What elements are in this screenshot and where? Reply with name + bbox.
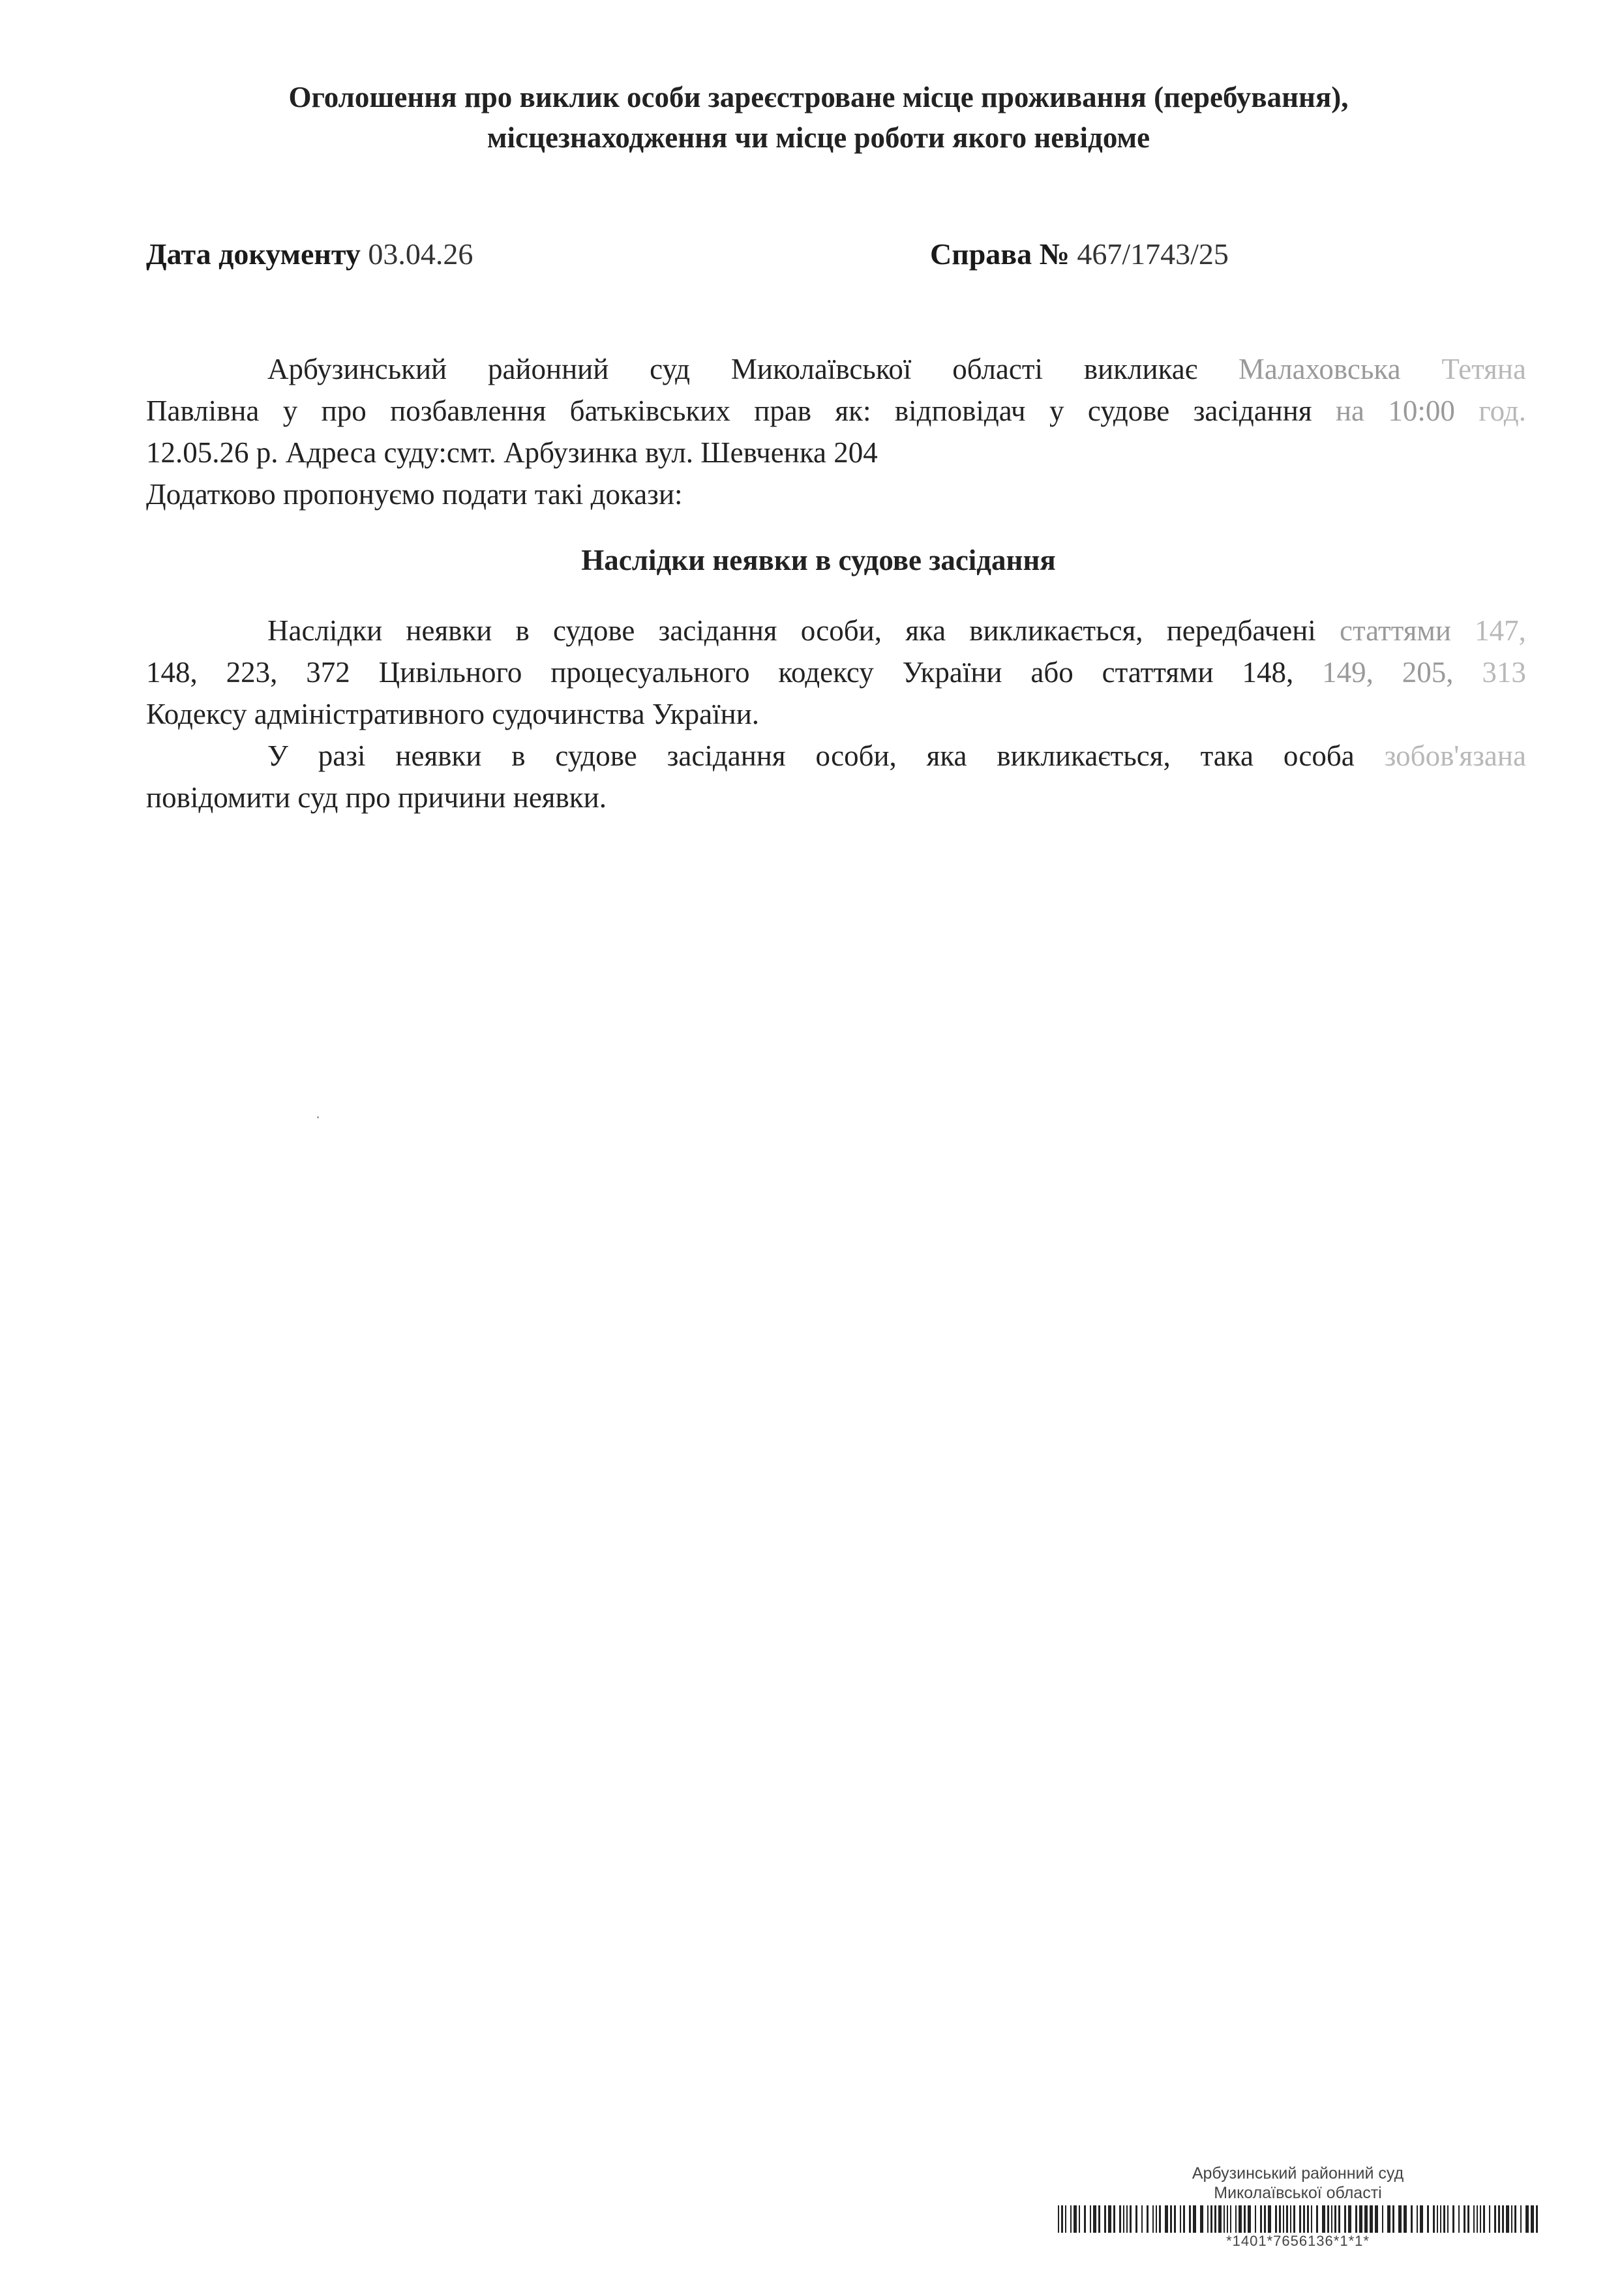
document-title <box>130 77 1507 158</box>
evidence-request: Додатково пропонуємо подати такі докази: <box>146 478 683 511</box>
barcode-bar <box>1531 2205 1534 2233</box>
barcode-bar <box>1290 2205 1291 2233</box>
barcode-bar <box>1364 2205 1368 2233</box>
word: 149, <box>1322 656 1374 689</box>
barcode-bar <box>1090 2205 1091 2233</box>
barcode-bar <box>1165 2205 1168 2233</box>
word: Миколаївської <box>730 353 912 385</box>
barcode-bar <box>1104 2205 1106 2233</box>
word: особи, <box>800 614 882 647</box>
word: засідання <box>1193 395 1312 427</box>
word: яка <box>926 739 967 772</box>
word: неявки <box>395 739 482 772</box>
barcode-bar <box>1299 2205 1301 2233</box>
word: особи, <box>815 739 897 772</box>
barcode-bar <box>1159 2205 1161 2233</box>
barcode-bar <box>1494 2205 1496 2233</box>
title-line-2: місцезнаходження чи місце роботи якого невідоме <box>487 121 1150 154</box>
barcode-bar <box>1141 2205 1143 2233</box>
barcode-bar <box>1452 2205 1454 2233</box>
barcode-bar <box>1334 2205 1336 2233</box>
barcode-bar <box>1093 2205 1096 2233</box>
barcode-bar <box>1286 2205 1288 2233</box>
document-date <box>146 235 473 274</box>
word: прав <box>754 395 812 427</box>
barcode-bar <box>1420 2205 1423 2233</box>
barcode-bar <box>1536 2205 1538 2233</box>
word: Арбузинський <box>267 353 447 385</box>
summons-line-1 <box>146 348 1526 390</box>
word: Цивільного <box>378 656 522 689</box>
barcode-bar <box>1375 2205 1378 2233</box>
word: передбачені <box>1166 614 1316 647</box>
word: у <box>282 395 298 427</box>
barcode-bar <box>1130 2205 1132 2233</box>
consequences-paragraphs <box>146 610 1526 818</box>
barcode-bar <box>1293 2205 1295 2233</box>
word: у <box>1049 395 1064 427</box>
word: суд <box>650 353 691 385</box>
word: така <box>1200 739 1254 772</box>
date-value: 03.04.26 <box>368 237 473 271</box>
barcode-bar <box>1061 2205 1063 2233</box>
word: в <box>511 739 526 772</box>
barcode-bar <box>1210 2205 1212 2233</box>
barcode-bar <box>1359 2205 1362 2233</box>
stamp-court-name: Арбузинський районний суд <box>1192 2164 1404 2183</box>
word: засідання <box>667 739 786 772</box>
barcode-bar <box>1404 2205 1407 2233</box>
barcode-bar <box>1275 2205 1277 2233</box>
word: Малаховська <box>1238 353 1401 385</box>
barcode-bar <box>1108 2205 1111 2233</box>
barcode-bar <box>1279 2205 1281 2233</box>
barcode-bar <box>1382 2205 1383 2233</box>
case-number <box>930 235 1229 274</box>
barcode-bar <box>1443 2205 1445 2233</box>
word: 148, <box>146 656 198 689</box>
barcode-bar <box>1464 2205 1465 2233</box>
barcode-bar <box>1355 2205 1357 2233</box>
word: год. <box>1479 395 1526 427</box>
barcode-bar <box>1525 2205 1529 2233</box>
barcode-bar <box>1411 2205 1413 2233</box>
barcode-bar <box>1235 2205 1237 2233</box>
word: викликається, <box>997 739 1171 772</box>
word: 372 <box>306 656 350 689</box>
barcode-bar <box>1074 2205 1077 2233</box>
barcode-bar <box>1260 2205 1262 2233</box>
word: яка <box>905 614 946 647</box>
summons-line-2 <box>146 390 1526 432</box>
barcode-bar <box>1214 2205 1216 2233</box>
barcode-bar <box>1193 2205 1196 2233</box>
consequences-p2-line-2: повідомити суд про причини неявки. <box>146 781 607 814</box>
word: 148, <box>1242 656 1294 689</box>
barcode-bar <box>1183 2205 1185 2233</box>
barcode-bar <box>1283 2205 1284 2233</box>
barcode-bar <box>1218 2205 1222 2233</box>
word: Тетяна <box>1441 353 1526 385</box>
summons-line-3: 12.05.26 р. Адреса суду:смт. Арбузинка вул. Шевченка 204 <box>146 436 878 469</box>
barcode-bar <box>1387 2205 1390 2233</box>
word: статтями <box>1102 656 1214 689</box>
word: позбавлення <box>390 395 547 427</box>
word: або <box>1030 656 1074 689</box>
barcode-bar <box>1477 2205 1478 2233</box>
barcode-bar <box>1331 2205 1332 2233</box>
word: засідання <box>658 614 777 647</box>
barcode-bar <box>1467 2205 1469 2233</box>
barcode-bar <box>1473 2205 1475 2233</box>
barcode-bar <box>1084 2205 1086 2233</box>
court-stamp <box>1057 2164 1539 2250</box>
scan-speck <box>317 1116 319 1118</box>
consequences-p1-line-3: Кодексу адміністративного судочинства України. <box>146 698 760 730</box>
barcode-bar <box>1123 2205 1124 2233</box>
case-label: Справа № <box>930 237 1070 271</box>
barcode-bar <box>1230 2205 1231 2233</box>
word: районний <box>487 353 609 385</box>
word: неявки <box>406 614 492 647</box>
barcode-bar <box>1316 2205 1318 2233</box>
barcode-bar <box>1427 2205 1429 2233</box>
barcode-bar <box>1392 2205 1394 2233</box>
barcode-icon <box>1057 2205 1539 2233</box>
barcode-bar <box>1113 2205 1115 2233</box>
barcode-bar <box>1311 2205 1312 2233</box>
word: статтями <box>1339 614 1451 647</box>
word: У <box>267 739 288 772</box>
summons-paragraph <box>146 348 1526 515</box>
barcode-bar <box>1244 2205 1246 2233</box>
case-value: 467/1743/25 <box>1077 237 1229 271</box>
consequences-p1-line-1 <box>146 610 1526 651</box>
barcode-bar <box>1224 2205 1225 2233</box>
barcode-bar <box>1135 2205 1137 2233</box>
barcode-bar <box>1440 2205 1441 2233</box>
barcode-bar <box>1303 2205 1305 2233</box>
word: 10:00 <box>1388 395 1455 427</box>
word: 205, <box>1402 656 1454 689</box>
barcode-bar <box>1126 2205 1128 2233</box>
consequences-p2-line-1 <box>146 735 1526 777</box>
barcode-bar <box>1200 2205 1203 2233</box>
barcode-bar <box>1248 2205 1251 2233</box>
barcode-bar <box>1322 2205 1325 2233</box>
barcode-bar <box>1370 2205 1373 2233</box>
word: кодексу <box>778 656 874 689</box>
barcode-bar <box>1514 2205 1516 2233</box>
barcode-bar <box>1398 2205 1402 2233</box>
barcode-bar <box>1189 2205 1191 2233</box>
word: відповідач <box>894 395 1026 427</box>
barcode-bar <box>1480 2205 1481 2233</box>
barcode-bar <box>1447 2205 1449 2233</box>
word: викликає <box>1083 353 1198 385</box>
word: особа <box>1283 739 1355 772</box>
barcode-bar <box>1483 2205 1485 2233</box>
barcode-bar <box>1070 2205 1072 2233</box>
date-label: Дата документу <box>146 237 361 271</box>
word: України <box>902 656 1002 689</box>
word: в <box>515 614 530 647</box>
barcode-bar <box>1079 2205 1080 2233</box>
word: Павлівна <box>146 395 260 427</box>
barcode-bar <box>1458 2205 1460 2233</box>
barcode-number: *1401*7656136*1*1* <box>1226 2233 1370 2249</box>
barcode-bar <box>1498 2205 1500 2233</box>
word: 313 <box>1482 656 1526 689</box>
consequences-heading: Наслідки неявки в судове засідання <box>581 544 1056 576</box>
word: області <box>952 353 1044 385</box>
barcode-bar <box>1264 2205 1266 2233</box>
word: батьківських <box>569 395 730 427</box>
barcode-bar <box>1344 2205 1346 2233</box>
barcode-bar <box>1207 2205 1209 2233</box>
title-line-1: Оголошення про виклик особи зареєстроване місце проживання (перебування), <box>288 81 1349 113</box>
barcode-bar <box>1065 2205 1066 2233</box>
word: судове <box>555 739 637 772</box>
barcode-bar <box>1433 2205 1435 2233</box>
barcode-bar <box>1180 2205 1181 2233</box>
barcode-bar <box>1489 2205 1490 2233</box>
barcode-bar <box>1520 2205 1522 2233</box>
barcode-bar <box>1156 2205 1157 2233</box>
word: судове <box>1087 395 1170 427</box>
word: зобов'язана <box>1384 739 1526 772</box>
barcode-bar <box>1119 2205 1121 2233</box>
barcode-bar <box>1417 2205 1418 2233</box>
barcode-bar <box>1174 2205 1176 2233</box>
barcode-bar <box>1268 2205 1271 2233</box>
barcode-bar <box>1239 2205 1242 2233</box>
barcode-bar <box>1227 2205 1228 2233</box>
barcode-bar <box>1058 2205 1059 2233</box>
word: як: <box>835 395 871 427</box>
word: процесуального <box>550 656 750 689</box>
barcode-bar <box>1506 2205 1509 2233</box>
word: 147, <box>1475 614 1526 647</box>
word: судове <box>552 614 635 647</box>
word: викликається, <box>969 614 1143 647</box>
barcode-bar <box>1502 2205 1504 2233</box>
word: разі <box>318 739 366 772</box>
barcode-bar <box>1255 2205 1256 2233</box>
barcode-bar <box>1147 2205 1149 2233</box>
word: про <box>321 395 367 427</box>
stamp-region: Миколаївської області <box>1214 2184 1382 2202</box>
barcode-bar <box>1170 2205 1172 2233</box>
barcode-bar <box>1348 2205 1351 2233</box>
barcode-bar <box>1511 2205 1512 2233</box>
consequences-p1-line-2 <box>146 651 1526 693</box>
word: Наслідки <box>267 614 383 647</box>
barcode-bar <box>1307 2205 1309 2233</box>
barcode-bar <box>1437 2205 1438 2233</box>
barcode-bar <box>1338 2205 1340 2233</box>
barcode-bar <box>1327 2205 1329 2233</box>
word: 223, <box>226 656 278 689</box>
word: на <box>1335 395 1364 427</box>
barcode-bar <box>1152 2205 1154 2233</box>
barcode-bar <box>1098 2205 1100 2233</box>
